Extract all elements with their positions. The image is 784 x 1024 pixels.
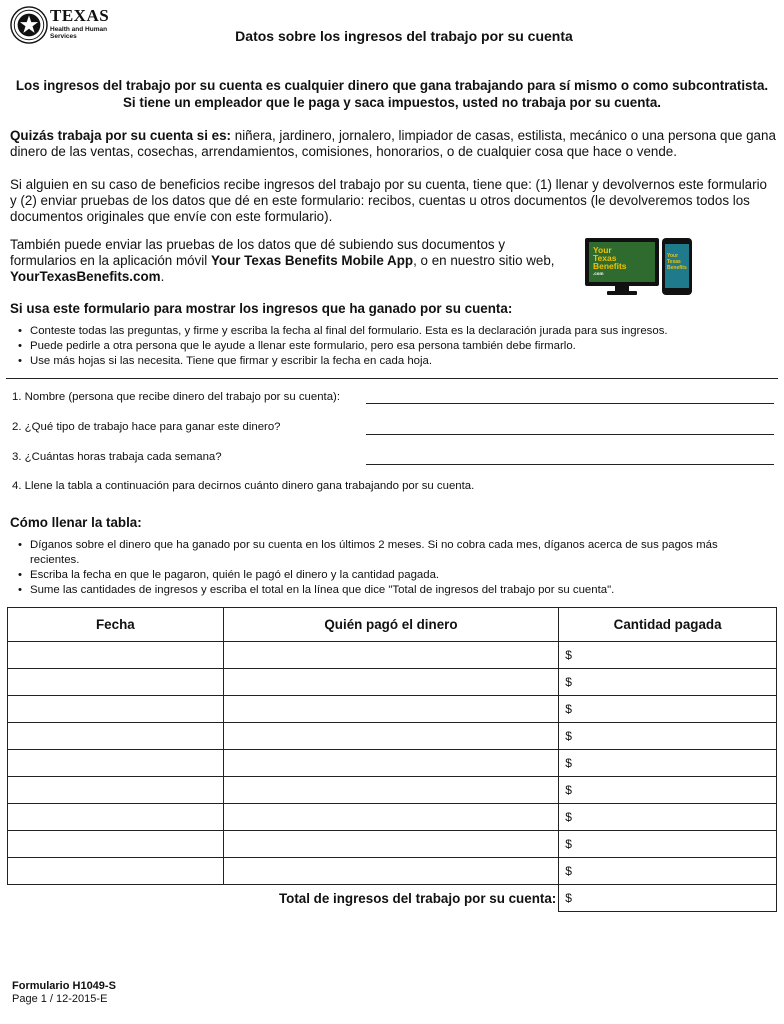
amount-cell[interactable]: $ [559,831,777,858]
payer-cell[interactable] [223,642,559,669]
table-header-row [8,608,777,642]
table-row [8,858,777,885]
column-header-amount: Cantidad pagada [559,608,777,642]
payer-cell[interactable] [223,723,559,750]
table-row [8,750,777,777]
payer-cell[interactable] [223,777,559,804]
logo-subtitle: Health and Human Services [50,26,108,40]
payer-cell[interactable] [223,804,559,831]
list-item: • Puede pedirle a otra persona que le ayude a llenar este formulario, pero esa persona también debe firmarlo. [10,339,776,354]
question-1-label: 1. Nombre (persona que recibe dinero del trabajo por su cuenta): [12,391,340,403]
amount-cell[interactable]: $ [559,669,777,696]
payer-cell[interactable] [223,750,559,777]
section-heading-usage: Si usa este formulario para mostrar los ingresos que ha ganado por su cuenta: [10,301,513,316]
question-2-label: 2. ¿Qué tipo de trabajo hace para ganar este dinero? [12,421,281,433]
list-item: • Conteste todas las preguntas, y firme y escriba la fecha al final del formulario. Esta es la declaración jurada para sus ingresos. [10,324,776,339]
amount-cell[interactable]: $ [559,723,777,750]
date-cell[interactable] [8,723,224,750]
hours-per-week-field[interactable] [366,464,774,465]
table-instructions-list [10,538,776,598]
amount-cell[interactable]: $ [559,777,777,804]
amount-cell[interactable]: $ [559,804,777,831]
date-cell[interactable] [8,858,224,885]
date-cell[interactable] [8,804,224,831]
column-header-date: Fecha [8,608,224,642]
question-3-label: 3. ¿Cuántas horas trabaja cada semana? [12,451,222,463]
column-header-payer: Quién pagó el dinero [223,608,559,642]
list-item: • Escriba la fecha en que le pagaron, quién le pagó el dinero y la cantidad pagada. [10,568,776,583]
table-row [8,777,777,804]
amount-cell[interactable]: $ [559,750,777,777]
para3-text3: . [160,269,165,284]
payer-cell[interactable] [223,696,559,723]
section-heading-how-to-fill: Cómo llenar la tabla: [10,515,142,530]
table-row [8,669,777,696]
form-number: Formulario H1049-S [12,980,116,992]
date-cell[interactable] [8,777,224,804]
table-row [8,723,777,750]
payer-cell[interactable] [223,858,559,885]
total-row [8,885,777,912]
para1-text: niñera, jardinero, jornalero, limpiador de casas, estilista, mecánico o una persona que gana dinero de las ventas, cosechas, arrendamientos, comisiones, honorarios, o de cualquier cosa que hace o vende. [10,128,776,159]
list-item: • Use más hojas si las necesita. Tiene que firmar y escribir la fecha en cada hoja. [10,354,776,369]
intro-text: Los ingresos del trabajo por su cuenta es cualquier dinero que gana trabajando para sí mismo o como subcontratista. Si tiene un empleador que le paga y saca impuestos, usted no trabaja por su cuenta. [15,78,769,110]
paragraph-self-employed-examples [10,128,776,160]
logo-wordmark: TEXAS [50,6,110,25]
name-field[interactable] [366,403,774,404]
mobile-app-name: Your Texas Benefits Mobile App [210,253,414,268]
income-table [7,607,777,912]
page-number: Page 1 / 12-2015-E [12,993,108,1005]
table-row [8,696,777,723]
date-cell[interactable] [8,831,224,858]
devices-graphic [585,237,693,297]
date-cell[interactable] [8,669,224,696]
payer-cell[interactable] [223,831,559,858]
amount-cell[interactable]: $ [559,858,777,885]
svg-text:Benefits: Benefits [667,265,687,271]
website-name: YourTexasBenefits.com [10,269,161,284]
para3-text1: También puede enviar las pruebas de los datos que dé subiendo sus documentos y formularios en la aplicación móvil [10,237,506,268]
svg-text:Benefits: Benefits [593,261,627,271]
amount-cell[interactable]: $ [559,642,777,669]
instructions-list [10,324,776,369]
svg-text:Your: Your [667,253,679,259]
para1-lead: Quizás trabaja por su cuenta si es: [10,128,232,143]
footer [12,980,116,1006]
svg-text:.com: .com [593,271,604,276]
list-item: • Sume las cantidades de ingresos y escriba el total en la línea que dice "Total de ingresos del trabajo por su cuenta". [10,583,776,598]
date-cell[interactable] [8,642,224,669]
payer-cell[interactable] [223,669,559,696]
page-title: Datos sobre los ingresos del trabajo por su cuenta [235,28,573,44]
list-item: • Díganos sobre el dinero que ha ganado por su cuenta en los últimos 2 meses. Si no cobra cada mes, díganos acerca de sus pagos más recientes. [10,538,742,568]
date-cell[interactable] [8,696,224,723]
svg-text:Texas: Texas [593,253,617,263]
question-4-label: 4. Llene la tabla a continuación para decirnos cuánto dinero gana trabajando por su cuenta. [12,480,475,492]
date-cell[interactable] [8,750,224,777]
svg-text:Your: Your [593,245,612,255]
table-row [8,804,777,831]
table-row [8,831,777,858]
paragraph-upload-options [10,237,570,285]
svg-text:Texas: Texas [667,259,681,265]
para3-text2: , o en nuestro sitio web, [413,253,555,268]
work-type-field[interactable] [366,434,774,435]
total-label: Total de ingresos del trabajo por su cuenta: [278,890,557,906]
divider [6,378,778,379]
amount-cell[interactable]: $ [559,696,777,723]
table-row [8,642,777,669]
total-amount-cell[interactable]: $ [559,885,777,912]
paragraph-requirements: Si alguien en su caso de beneficios recibe ingresos del trabajo por su cuenta, tiene que: (1) llenar y devolvernos este formulario y (2) enviar pruebas de los datos que dé en este formulario: recibos, cuentas u otros documentos (le devolveremos todos los documentos originales que envíe con este formulario). [10,177,768,224]
